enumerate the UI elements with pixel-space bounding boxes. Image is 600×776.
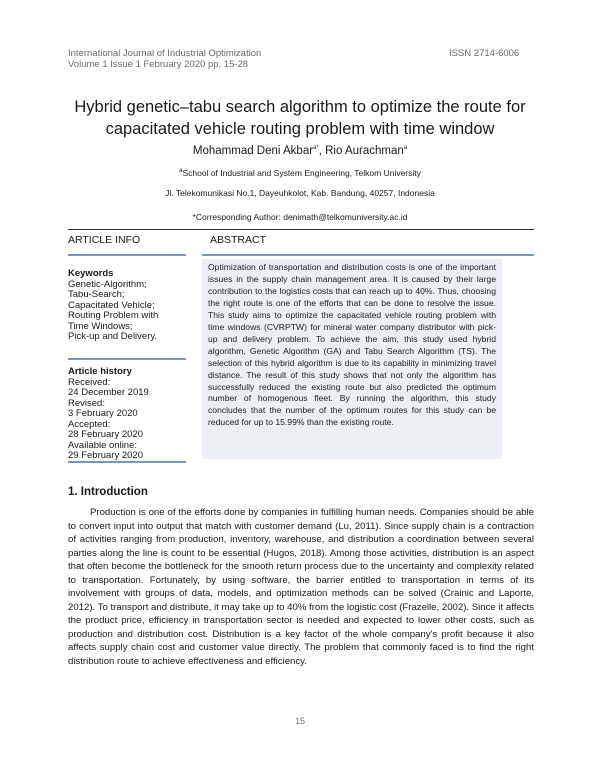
introduction-text: Production is one of the efforts done by companies in fulfilling human needs. Companies should be able to convert input into output that match with customer demand (Lu, 2011). Since supply chain is a contraction of activities ranging from production, inventory, warehouse, and distribution a coordination between several parties along the line is count to be essential (Hugos, 2018). Among those activities, distribution is an aspect that often become the bottleneck for the smooth return process due to the uncertainty and complexity related to transportation. Fortunately, by using software, the barrier entitled to transportation in terms of its involvement with groups of data, models, and optimization methods can be solved (Crainic and Laporte, 2012). To transport and distribute, it may take up to 40% from the logistic cost (Frazelle, 2002). Since it affects the product price, efficiency in transportation sector is needed and expected to lower other costs, such as production and distribution cost. Distribution is a key factor of the whole company's profit because it also affects supply chain cost and customer value directly. The problem that commonly faced is to find the right distribution route to achieve effectiveness and efficiency. [68,507,534,667]
author-2-sup: a [403,145,408,152]
title-line-1: Hybrid genetic–tabu search algorithm to optimize the route for [74,98,526,116]
history-item: Received: [68,376,111,388]
abstract-text: Optimization of transportation and distribution costs is one of the important issues in the supply chain management area. It is caused by their large contribution to the logistics costs that can reach up to 40%. Thus, choosing the right route is one of the efforts that can be done to resolve the issue. This study aims to optimize the capacitated vehicle routing problem with time windows (CVRPTW) for mineral water company distributor with pick-up and delivery problem. To achieve the aim, this study used hybrid algorithm, Genetic Algorithm (GA) and Tabu Search Algorithm (TS). The selection of this hybrid algorithm is due to its capability in minimizing travel distance. The result of this study shows that not only the algorithm has successfully reduced the existing route but also predicted the optimum number of homogenous fleet. By running the algorithm, this study concludes that the number of the optimum routes for this study can be reduced for up to 15.99% than the existing route. [208,262,496,428]
keyword-item: Time Windows; [68,320,133,332]
keyword-item: Routing Problem with [68,310,159,321]
affiliation [40,168,560,178]
author-1: Mohammad Deni Akbar [192,145,314,157]
address: Jl. Telekomunikasi No.1, Dayeuhkolot, Kab. Bandung, 40257, Indonesia [165,188,435,198]
author-separator: , Rio Aurachman [318,145,404,157]
abstract-divider [202,254,534,256]
keyword-item: Pick-up and Delivery. [68,331,158,342]
history-item: Revised: [68,397,105,409]
affiliation-text: School of Industrial and System Engineering, Telkom University [182,168,421,178]
author-1-sup: a* [313,145,319,152]
affiliation-sup: a [179,168,183,175]
keyword-item: Genetic-Algorithm; [68,278,147,290]
corresponding-author: *Corresponding Author: denimath@telkomuniversity.ac.id [192,212,408,222]
history-divider [68,461,186,463]
history-item: Available online: [68,439,138,451]
article-info-divider [68,254,186,256]
history-item: 29 February 2020 [68,450,143,461]
keywords-divider [68,358,186,360]
article-info-heading: ARTICLE INFO [68,234,141,246]
abstract-box [202,259,502,459]
abstract-heading: ABSTRACT [210,234,267,246]
issn: ISSN 2714-6006 [449,48,520,59]
title-line-2: capacitated vehicle routing problem with time window [105,120,495,138]
keyword-item: Tabu-Search; [68,289,125,300]
page-number: 15 [294,716,305,726]
history-block [68,367,198,462]
header-divider [68,229,534,230]
volume-info: Volume 1 Issue 1 February 2020 pp. 15-28 [68,59,249,70]
history-item: 3 February 2020 [68,408,138,419]
keywords-heading: Keywords [68,268,114,279]
history-item: 28 February 2020 [68,429,143,440]
introduction-paragraph [68,506,534,668]
history-item: 24 December 2019 [68,387,149,398]
keywords-block [68,269,198,343]
history-item: Accepted: [68,418,111,430]
paper-title [40,96,560,140]
introduction-heading: 1. Introduction [68,486,148,498]
authors [40,145,560,157]
keyword-item: Capacitated Vehicle; [68,299,155,311]
journal-name: International Journal of Industrial Optimization [68,48,262,59]
history-heading: Article history [68,366,132,377]
